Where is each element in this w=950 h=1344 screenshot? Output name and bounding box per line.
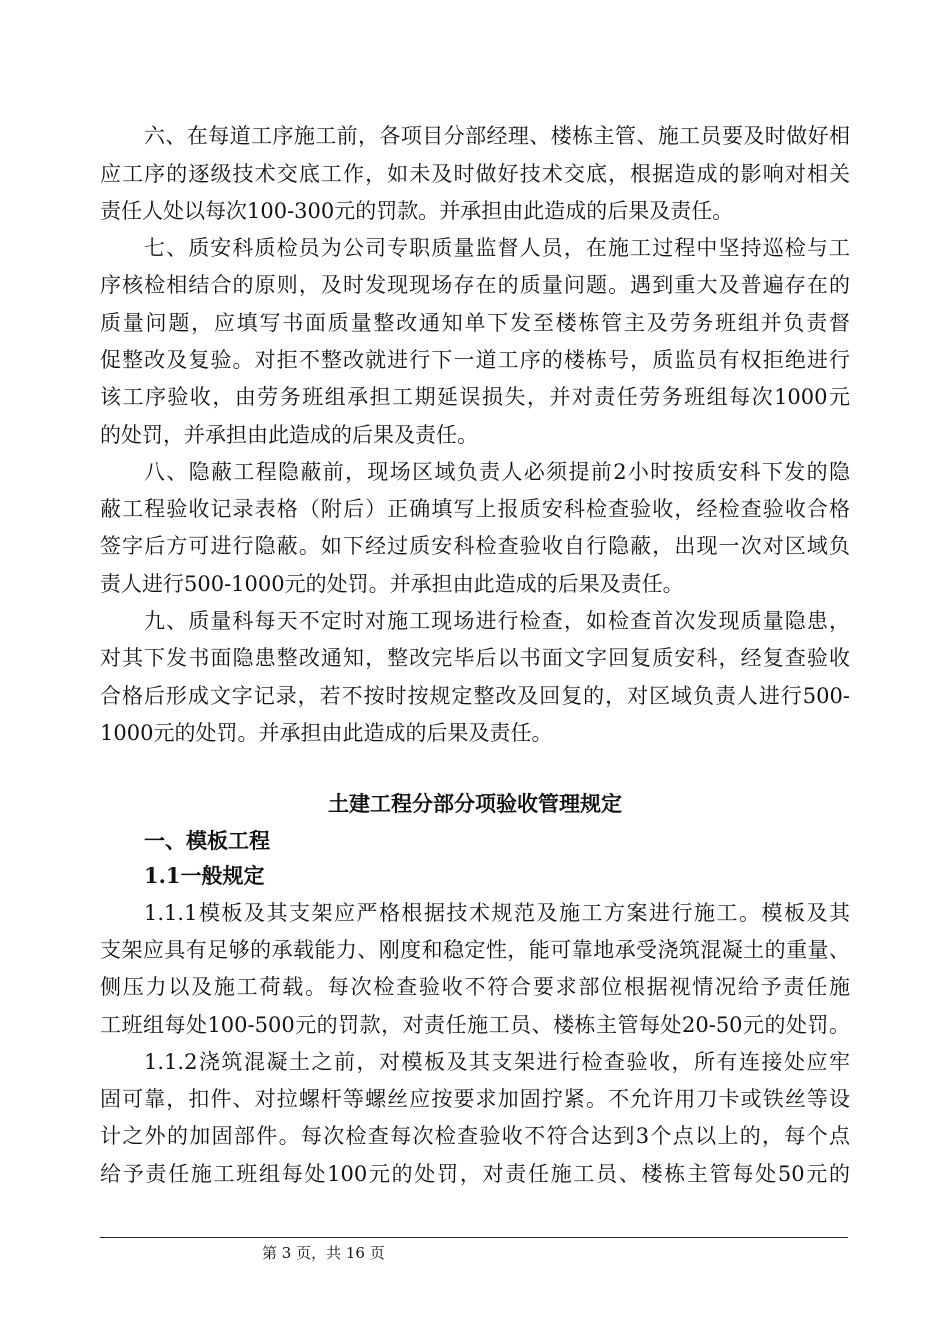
- heading-general-rules: 1.1一般规定: [144, 863, 265, 888]
- paragraph-line: 九、质量科每天不定时对施工现场进行检查，如检查首次发现质量隐患，: [144, 609, 850, 633]
- paragraph-line: 六、在每道工序施工前，各项目分部经理、楼栋主管、施工员要及时做好相: [144, 124, 850, 148]
- paragraph-line: 支架应具有足够的承载能力、刚度和稳定性，能可靠地承受浇筑混凝土的重量、: [100, 938, 850, 962]
- paragraph-line: 该工序验收，由劳务班组承担工期延误损失，并对责任劳务班组每次1000元: [100, 385, 850, 409]
- paragraph-line: 对其下发书面隐患整改通知，整改完毕后以书面文字回复质安科，经复查验收: [100, 646, 850, 670]
- paragraph-line: 序核检相结合的原则，及时发现现场存在的质量问题。遇到重大及普遍存在的: [100, 273, 850, 297]
- paragraph-line: 蔽工程验收记录表格（附后）正确填写上报质安科检查验收，经检查验收合格: [100, 497, 850, 521]
- paragraph-line: 责人进行500-1000元的处罚。并承担由此造成的后果及责任。: [100, 572, 684, 596]
- paragraph-line: 应工序的逐级技术交底工作，如未及时做好技术交底，根据造成的影响对相关: [100, 162, 850, 186]
- paragraph-line: 计之外的加固部件。每次检查每次检查验收不符合达到3个点以上的，每个点: [100, 1124, 850, 1148]
- page-number: 第 3 页，共 16 页: [262, 1244, 385, 1262]
- paragraph-line: 的处罚，并承担由此造成的后果及责任。: [100, 423, 478, 447]
- heading-template-works: 一、模板工程: [144, 828, 270, 853]
- paragraph-line: 侧压力以及施工荷载。每次检查验收不符合要求部位根据视情况给予责任施: [100, 975, 850, 999]
- paragraph-line: 签字后方可进行隐蔽。如下经过质安科检查验收自行隐蔽，出现一次对区域负: [100, 534, 850, 558]
- paragraph-line: 1.1.1模板及其支架应严格根据技术规范及施工方案进行施工。模板及其: [144, 901, 850, 925]
- paragraph-line: 固可靠，扣件、对拉螺杆等螺丝应按要求加固拧紧。不允许用刀卡或铁丝等设: [100, 1087, 850, 1111]
- section-title: 土建工程分部分项验收管理规定: [328, 791, 622, 816]
- paragraph-line: 合格后形成文字记录，若不按时按规定整改及回复的，对区域负责人进行500-: [100, 684, 850, 708]
- paragraph-line: 七、质安科质检员为公司专职质量监督人员，在施工过程中坚持巡检与工: [144, 236, 850, 260]
- footer-divider: [100, 1237, 848, 1238]
- paragraph-line: 给予责任施工班组每处100元的处罚，对责任施工员、楼栋主管每处50元的: [100, 1162, 850, 1186]
- paragraph-line: 责任人处以每次100-300元的罚款。并承担由此造成的后果及责任。: [100, 199, 734, 223]
- paragraph-line: 质量问题，应填写书面质量整改通知单下发至楼栋管主及劳务班组并负责督: [100, 311, 850, 335]
- paragraph-line: 1000元的处罚。并承担由此造成的后果及责任。: [100, 721, 553, 745]
- paragraph-line: 促整改及复验。对拒不整改就进行下一道工序的楼栋号，质监员有权拒绝进行: [100, 348, 850, 372]
- paragraph-line: 八、隐蔽工程隐蔽前，现场区域负责人必须提前2小时按质安科下发的隐: [144, 460, 850, 484]
- paragraph-line: 工班组每处100-500元的罚款，对责任施工员、楼栋主管每处20-50元的处罚。: [100, 1013, 850, 1037]
- paragraph-line: 1.1.2浇筑混凝土之前，对模板及其支架进行检查验收，所有连接处应牢: [144, 1050, 850, 1074]
